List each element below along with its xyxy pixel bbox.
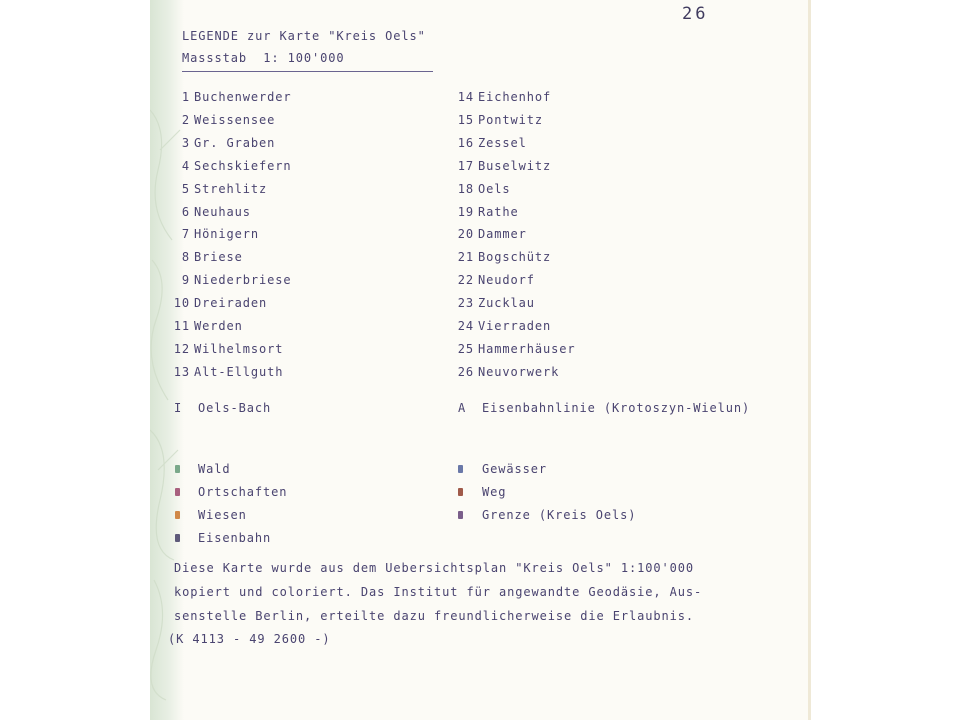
note-line: Diese Karte wurde aus dem Uebersichtsplan "Kreis Oels" 1:100'000 xyxy=(174,561,694,575)
color-legend-label: Grenze (Kreis Oels) xyxy=(482,507,637,522)
color-legend-label: Eisenbahn xyxy=(198,530,272,545)
place-name: Zessel xyxy=(478,135,527,150)
place-number: 4 xyxy=(181,158,190,173)
place-name: Oels xyxy=(478,181,511,196)
place-number: 15 xyxy=(457,112,474,127)
place-name: Wilhelmsort xyxy=(194,341,284,356)
color-swatch xyxy=(458,511,463,519)
place-number: 5 xyxy=(181,181,190,196)
place-number: 12 xyxy=(173,341,190,356)
place-number: 21 xyxy=(457,250,474,265)
color-legend-label: Ortschaften xyxy=(198,484,288,499)
place-number: 24 xyxy=(457,319,474,333)
place-name: Dreiraden xyxy=(194,296,268,311)
place-number: 26 xyxy=(457,364,474,379)
place-number: 3 xyxy=(181,135,190,150)
place-name: Rathe xyxy=(478,204,519,219)
color-swatch xyxy=(175,488,180,496)
place-number: 2 xyxy=(181,112,190,127)
place-number: 20 xyxy=(457,227,474,242)
place-name: Buselwitz xyxy=(478,158,552,173)
page-number: 26 xyxy=(682,4,709,24)
place-name: Zucklau xyxy=(478,296,535,311)
place-name: Hönigern xyxy=(194,227,259,242)
place-name: Bogschütz xyxy=(478,250,552,265)
special-right-name: Eisenbahnlinie (Krotoszyn-Wielun) xyxy=(482,401,751,415)
place-name: Neuvorwerk xyxy=(478,364,560,379)
place-name: Weissensee xyxy=(194,112,276,127)
place-number: 11 xyxy=(173,319,190,333)
place-number: 8 xyxy=(181,250,190,265)
place-number: 25 xyxy=(457,341,474,356)
color-legend-label: Weg xyxy=(482,484,507,499)
legend-title: LEGENDE zur Karte "Kreis Oels" xyxy=(182,29,426,43)
place-name: Strehlitz xyxy=(194,181,268,196)
note-line: senstelle Berlin, erteilte dazu freundlicherweise die Erlaubnis. xyxy=(174,608,694,623)
place-name: Vierraden xyxy=(478,319,552,333)
place-number: 13 xyxy=(173,364,190,379)
color-legend-label: Gewässer xyxy=(482,462,547,476)
reference-code: (K 4113 - 49 2600 -) xyxy=(168,632,331,647)
place-name: Sechskiefern xyxy=(194,158,292,173)
place-number: 16 xyxy=(457,135,474,150)
place-name: Buchenwerder xyxy=(194,90,292,104)
place-name: Eichenhof xyxy=(478,90,552,104)
place-name: Neuhaus xyxy=(194,204,251,219)
note-line: kopiert und coloriert. Das Institut für angewandte Geodäsie, Aus- xyxy=(174,584,703,599)
special-left-key: I xyxy=(174,401,183,415)
scale-text: Massstab 1: 100'000 xyxy=(182,51,345,65)
color-swatch xyxy=(175,534,180,542)
color-swatch xyxy=(175,465,180,473)
place-number: 10 xyxy=(173,296,190,311)
color-swatch xyxy=(175,511,180,519)
place-name: Briese xyxy=(194,250,243,265)
place-name: Gr. Graben xyxy=(194,135,276,150)
place-number: 23 xyxy=(457,296,474,311)
place-number: 7 xyxy=(181,227,190,242)
place-name: Niederbriese xyxy=(194,273,292,288)
place-name: Pontwitz xyxy=(478,112,543,127)
title-underline xyxy=(182,71,433,72)
place-name: Alt-Ellguth xyxy=(194,364,284,379)
paper-edge xyxy=(808,0,811,720)
color-legend-label: Wiesen xyxy=(198,507,247,522)
place-number: 1 xyxy=(181,90,190,104)
place-number: 14 xyxy=(457,90,474,104)
place-number: 17 xyxy=(457,158,474,173)
special-right-key: A xyxy=(458,401,467,415)
place-number: 19 xyxy=(457,204,474,219)
place-number: 6 xyxy=(181,204,190,219)
color-legend-label: Wald xyxy=(198,462,231,476)
color-swatch xyxy=(458,488,463,496)
place-number: 18 xyxy=(457,181,474,196)
place-name: Hammerhäuser xyxy=(478,341,576,356)
place-name: Dammer xyxy=(478,227,527,242)
place-number: 9 xyxy=(181,273,190,288)
place-name: Neudorf xyxy=(478,273,535,288)
place-number: 22 xyxy=(457,273,474,288)
color-swatch xyxy=(458,465,463,473)
special-left-name: Oels-Bach xyxy=(198,401,272,415)
place-name: Werden xyxy=(194,319,243,333)
